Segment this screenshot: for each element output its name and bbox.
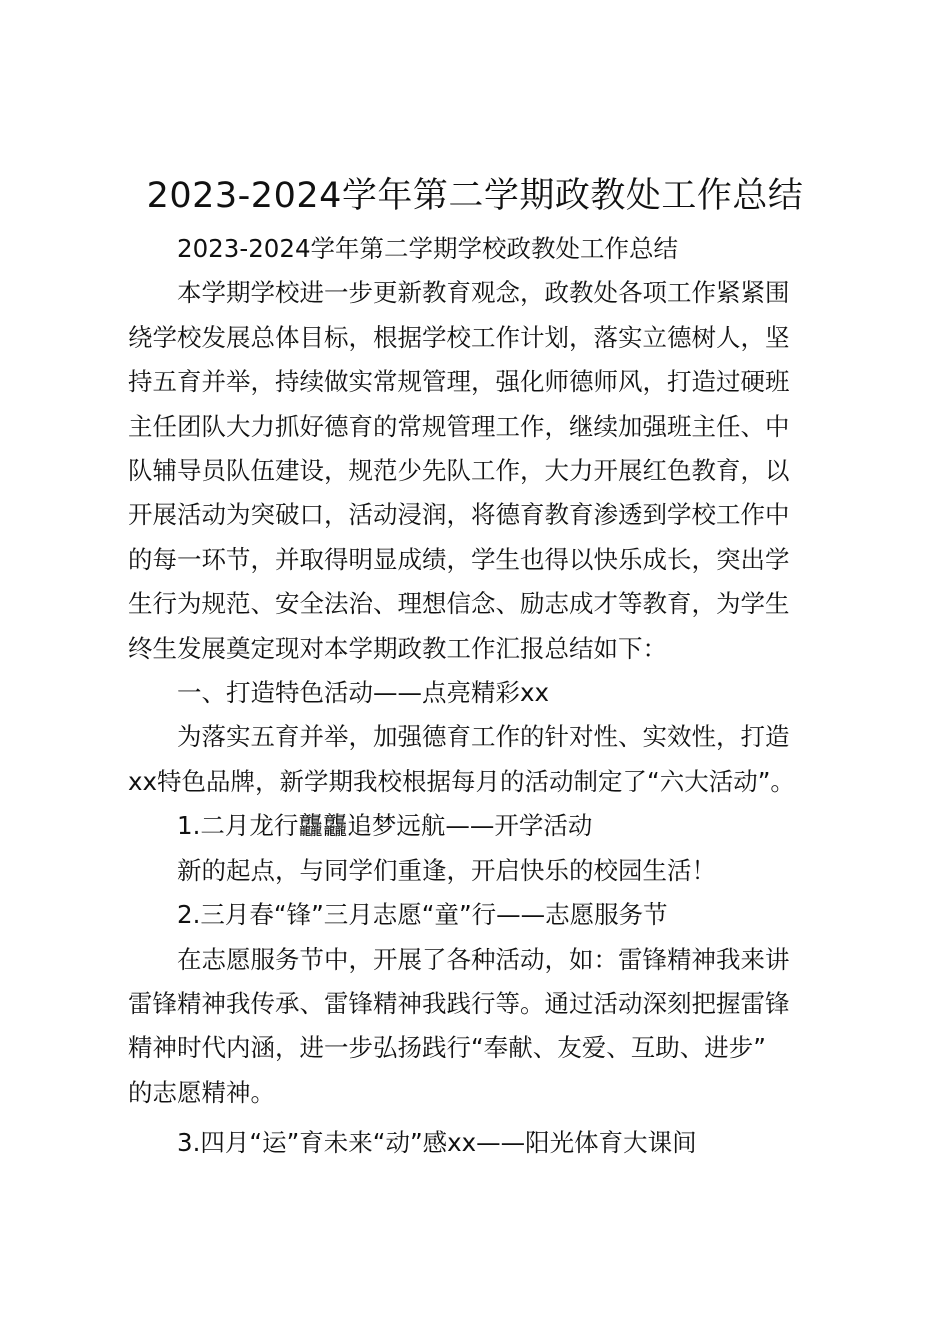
paragraph-line: 精神时代内涵，进一步弘扬践行“奉献、友爱、互助、进步” xyxy=(128,1033,766,1063)
paragraph-line: 雷锋精神我传承、雷锋精神我践行等。通过活动深刻把握雷锋 xyxy=(128,988,790,1018)
paragraph-line: 在志愿服务节中，开展了各种活动，如：雷锋精神我来讲 xyxy=(177,944,790,974)
paragraph-line: 持五育并举，持续做实常规管理，强化师德师风，打造过硬班 xyxy=(128,367,790,397)
paragraph-line: 为落实五育并举，加强德育工作的针对性、实效性，打造 xyxy=(177,722,790,752)
item-heading: 3.四月“运”育未来“动”感xx——阳光体育大课间 xyxy=(177,1128,697,1158)
document-subtitle: 2023-2024学年第二学期学校政教处工作总结 xyxy=(177,234,679,263)
paragraph-line: 的志愿精神。 xyxy=(128,1077,275,1107)
paragraph-line: 本学期学校进一步更新教育观念，政教处各项工作紧紧围 xyxy=(177,278,790,308)
document-title: 2023-2024学年第二学期政教处工作总结 xyxy=(146,176,804,216)
paragraph-line: 队辅导员队伍建设，规范少先队工作，大力开展红色教育，以 xyxy=(128,456,790,486)
paragraph-line: 开展活动为突破口，活动浸润，将德育教育渗透到学校工作中 xyxy=(128,500,790,530)
paragraph-line: 生行为规范、安全法治、理想信念、励志成才等教育，为学生 xyxy=(128,589,790,619)
paragraph-line: 主任团队大力抓好德育的常规管理工作，继续加强班主任、中 xyxy=(128,411,790,441)
paragraph-line: 的每一环节，并取得明显成绩，学生也得以快乐成长，突出学 xyxy=(128,544,790,574)
paragraph-line: xx特色品牌，新学期我校根据每月的活动制定了“六大活动”。 xyxy=(128,766,795,796)
paragraph-line: 终生发展奠定现对本学期政教工作汇报总结如下： xyxy=(128,633,667,663)
item2-paragraph xyxy=(128,938,840,1116)
intro-paragraph xyxy=(128,271,840,671)
item-heading: 2.三月春“锋”三月志愿“童”行——志愿服务节 xyxy=(177,900,668,930)
item-text: 新的起点，与同学们重逢，开启快乐的校园生活！ xyxy=(177,855,716,885)
section-heading: 一、打造特色活动——点亮精彩xx xyxy=(177,678,549,708)
item-heading: 1.二月龙行龘龘追梦远航——开学活动 xyxy=(177,811,593,841)
section1-paragraph xyxy=(128,715,840,804)
paragraph-line: 绕学校发展总体目标，根据学校工作计划，落实立德树人，坚 xyxy=(128,322,790,352)
document-body xyxy=(128,227,840,1166)
